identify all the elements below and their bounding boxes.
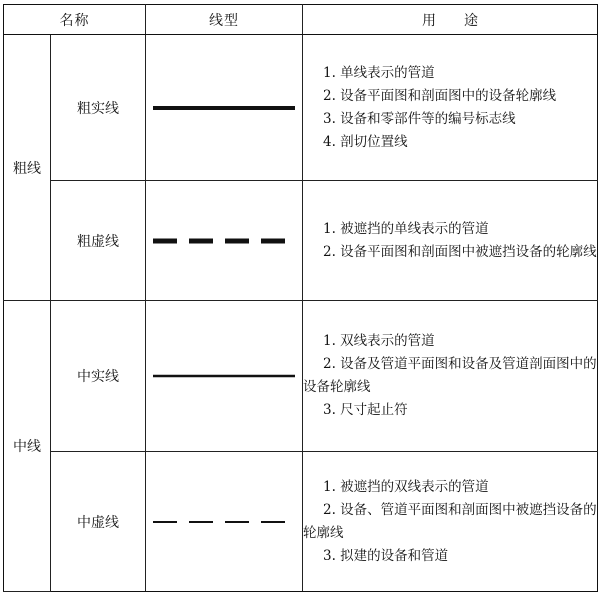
usage-cell xyxy=(303,301,598,452)
usage-item: 3. 拟建的设备和管道 xyxy=(323,547,449,564)
group-label-thick: 粗线 xyxy=(4,35,51,301)
line-sample-medium-solid xyxy=(146,301,303,452)
group-label-medium: 中线 xyxy=(4,301,51,592)
thick-solid-line-graphic xyxy=(151,103,297,113)
header-usage-char-1: 用 xyxy=(422,12,436,29)
line-sample-medium-dashed xyxy=(146,452,303,592)
row-name: 中虚线 xyxy=(51,452,146,592)
header-usage-char-2: 途 xyxy=(464,12,478,29)
header-usage xyxy=(303,5,598,35)
usage-item: 1. 双线表示的管道 xyxy=(323,333,435,349)
header-name: 名称 xyxy=(4,5,146,35)
thick-dashed-line-graphic xyxy=(151,236,297,246)
table-row xyxy=(4,301,598,452)
line-type-table xyxy=(3,4,598,592)
usage-cell xyxy=(303,452,598,592)
medium-solid-line-graphic xyxy=(151,372,297,380)
usage-item: 1. 单线表示的管道 xyxy=(323,64,435,81)
usage-item: 3. 尺寸起止符 xyxy=(323,402,408,418)
usage-item: 4. 剖切位置线 xyxy=(323,133,408,150)
row-name: 粗实线 xyxy=(51,35,146,181)
usage-item: 2. 设备平面图和剖面图中的设备轮廓线 xyxy=(323,87,557,104)
usage-cell xyxy=(303,181,598,301)
table-row xyxy=(4,181,598,301)
line-sample-thick-dashed xyxy=(146,181,303,301)
header-row xyxy=(4,5,598,35)
table-row xyxy=(4,35,598,181)
header-linetype: 线型 xyxy=(146,5,303,35)
usage-item: 3. 设备和零部件等的编号标志线 xyxy=(323,110,516,127)
usage-item: 2. 设备及管道平面图和设备及管道剖面图中的设备轮廓线 xyxy=(303,356,597,395)
usage-item: 2. 设备平面图和剖面图中被遮挡设备的轮廓线 xyxy=(323,243,597,260)
row-name: 中实线 xyxy=(51,301,146,452)
usage-cell xyxy=(303,35,598,181)
line-sample-thick-solid xyxy=(146,35,303,181)
usage-item: 1. 被遮挡的双线表示的管道 xyxy=(323,478,489,495)
medium-dashed-line-graphic xyxy=(151,518,297,526)
table-row xyxy=(4,452,598,592)
usage-item: 2. 设备、管道平面图和剖面图中被遮挡设备的轮廓线 xyxy=(303,501,597,541)
usage-item: 1. 被遮挡的单线表示的管道 xyxy=(323,220,489,237)
row-name: 粗虚线 xyxy=(51,181,146,301)
